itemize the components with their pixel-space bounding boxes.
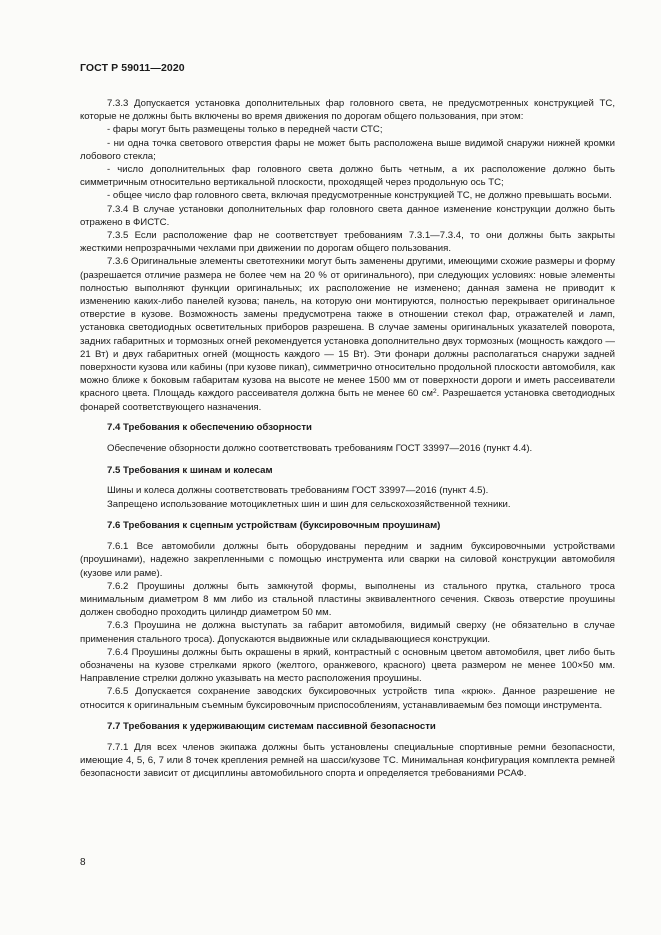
list-item: - общее число фар головного света, включая предусмотренные конструкцией ТС, не должно превышать восьми.: [107, 190, 612, 202]
paragraph-7-6-4: 7.6.4 Проушины должны быть окрашены в яркий, контрастный с основным цветом автомобиля, цвет либо быть обозначены на кузове стрелками яркого (желтого, оранжевого, красного) цвета размером не менее 100×50 мм. Направление стрелки должно указывать на место расположения проушины.: [80, 646, 615, 685]
paragraph-7-3-6: [80, 255, 615, 413]
list-item: - ни одна точка светового отверстия фары не может быть расположена выше видимой снаружи нижней кромки лобового стекла;: [80, 137, 615, 162]
paragraph-7-3-3: 7.3.3 Допускается установка дополнительных фар головного света, не предусмотренных конструкцией ТС, которые не должны быть включены во время движения по дорогам общего пользования, при этом:: [80, 98, 615, 123]
paragraph-7-6-3: 7.6.3 Проушина не должна выступать за габарит автомобиля, видимый сверху (не обязательно в случае применения стального троса). Допускаются выдвижные или складывающиеся конструкции.: [80, 620, 615, 645]
paragraph-text: . Разрешается установка светодиодных фонарей соответствующего назначения.: [80, 388, 615, 413]
document-header: ГОСТ Р 59011—2020: [80, 62, 185, 74]
paragraph-7-3-4: 7.3.4 В случае установки дополнительных фар головного света данное изменение конструкции должно быть отражено в ФИСТС.: [80, 203, 615, 228]
paragraph-7-6-1: 7.6.1 Все автомобили должны быть оборудованы передним и задним буксировочными устройствами (проушинами), надежно закрепленными с помощью инструмента или сварки на силовой конструкции автомобиля (кузове или раме).: [80, 541, 615, 579]
section-heading-7-4: 7.4 Требования к обеспечению обзорности: [107, 422, 312, 434]
paragraph-7-5-a: Шины и колеса должны соответствовать требованиям ГОСТ 33997—2016 (пункт 4.5).: [107, 485, 489, 497]
list-item: - фары могут быть размещены только в передней части СТС;: [107, 124, 383, 136]
paragraph-7-5-b: Запрещено использование мотоциклетных шин и шин для сельскохозяйственной техники.: [107, 498, 511, 510]
paragraph-text: 7.3.6 Оригинальные элементы светотехники могут быть заменены другими, имеющими схожие размеры и форму (разрешается отличие размера не более чем на 20 % от оригинального), при следующих условиях: новые элементы полностью выполняют функции оригинальных; их расположение не изменено; данная замена не приводит к изменению каких-либо панелей кузова; панель, на которую они монтируются, полностью перекрывает оригинальное отверстие в кузове. Возможность замены предусмотрена также в отношении стекол фар, отражателей и ламп, установка светодиодных осветительных приборов разрешена. В случае замены оригинальных указателей поворота, задних габаритных и тормозных огней рекомендуется установка дополнительно двух тормозных (мощность каждого — 21 Вт) и двух габаритных огней (мощность каждого — 15 Вт). Эти фонари должны располагаться снаружи задней поверхности кузова или кабины (при кузове пикап), симметрично относительно продольной плоскости автомобиля, как можно ближе к боковым габаритам кузова на высоте не менее 1500 мм от поверхности дороги и иметь рассеиватели красного цвета. Площадь каждого рассеивателя должна быть не менее 60 см: [80, 256, 615, 400]
paragraph-7-3-5: 7.3.5 Если расположение фар не соответствует требованиям 7.3.1—7.3.4, то они должны быть закрыты жесткими непрозрачными чехлами при движении по дорогам общего пользования.: [80, 230, 615, 255]
document-body: [80, 97, 615, 781]
paragraph-7-7-1: 7.7.1 Для всех членов экипажа должны быть установлены специальные спортивные ремни безопасности, имеющие 4, 5, 6, 7 или 8 точек крепления ремней на шасси/кузове ТС. Минимальная конфигурация комплекта ремней безопасности зависит от дисциплины автомобильного спорта и определяется требованиями РСАФ.: [80, 741, 615, 780]
superscript: 2: [432, 388, 437, 396]
paragraph-7-6-2: 7.6.2 Проушины должны быть замкнутой формы, выполнены из стального прутка, стального троса минимальным диаметром 8 мм либо из стальной пластины эквивалентного сечения. Сквозь отверстие проушины должен свободно проходить цилиндр диаметром 50 мм.: [80, 580, 615, 619]
section-heading-7-6: 7.6 Требования к сцепным устройствам (буксировочным проушинам): [107, 520, 441, 532]
paragraph-7-6-5: 7.6.5 Допускается сохранение заводских буксировочных устройств типа «крюк». Данное разрешение не относится к оригинальным съемным буксировочным приспособлениям, устанавливаемым без помощи инструмента.: [80, 686, 615, 711]
list-item: - число дополнительных фар головного света должно быть четным, а их расположение должно быть симметричным относительно вертикальной плоскости, проходящей через продольную ось ТС;: [80, 164, 615, 189]
section-heading-7-7: 7.7 Требования к удерживающим системам пассивной безопасности: [107, 721, 436, 733]
paragraph-7-4: Обеспечение обзорности должно соответствовать требованиям ГОСТ 33997—2016 (пункт 4.4).: [107, 443, 533, 455]
page-number: 8: [80, 857, 86, 868]
section-heading-7-5: 7.5 Требования к шинам и колесам: [107, 464, 273, 476]
